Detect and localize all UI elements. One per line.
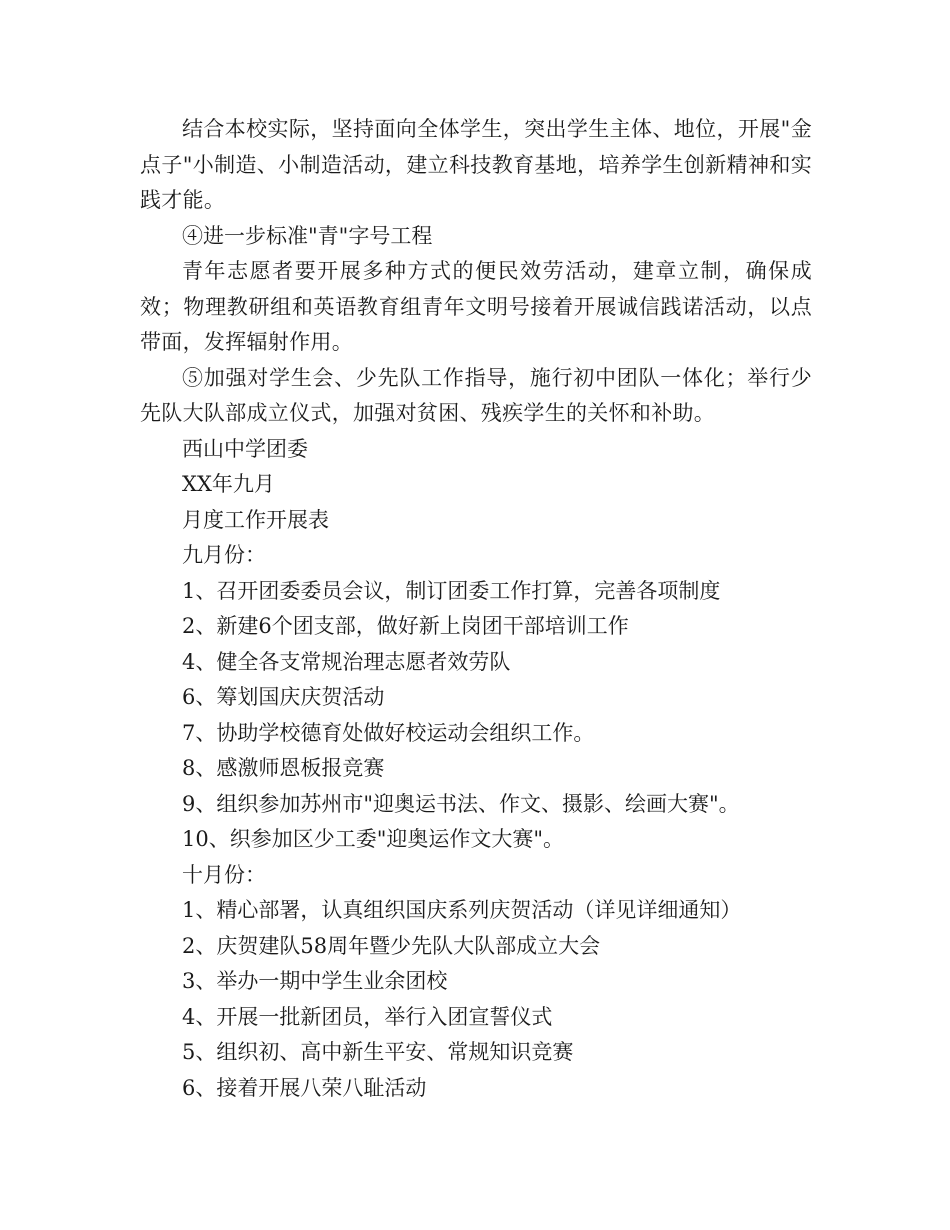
month-label-september: 九月份：: [182, 543, 266, 567]
paragraph-science-education: 结合本校实际，坚持面向全体学生，突出学生主体、地位，开展"金点子"小制造、小制造活动，建立科技教育基地，培养学生创新精神和实践才能。: [140, 117, 812, 212]
list-item: 8、感激师恩板报竞赛: [182, 756, 385, 780]
list-item: 7、协助学校德育处做好校运动会组织工作。: [182, 720, 595, 745]
month-label-october: 十月份：: [182, 862, 266, 887]
list-item: 2、庆贺建队58周年暨少先队大队部成立大会: [182, 933, 601, 958]
paragraph-student-union: ⑤加强对学生会、少先队工作指导，施行初中团队一体化；举行少先队大队部成立仪式，加强对贫困、残疾学生的关怀和补助。: [140, 365, 812, 425]
signature-organization: 西山中学团委: [182, 436, 308, 461]
list-item: 4、健全各支常规治理志愿者效劳队: [182, 649, 511, 674]
list-item: 3、举办一期中学生业余团校: [182, 969, 448, 993]
paragraph-volunteers: 青年志愿者要开展多种方式的便民效劳活动，建章立制，确保成效；物理教研组和英语教育组青年文明号接着开展诚信践诺活动，以点带面，发挥辐射作用。: [140, 259, 812, 354]
list-item: 5、组织初、高中新生平安、常规知识竞赛: [182, 1040, 574, 1064]
document-body: [140, 112, 812, 1106]
signature-date: XX年九月: [182, 472, 275, 496]
table-title: 月度工作开展表: [182, 507, 329, 532]
list-item: 2、新建6个团支部，做好新上岗团干部培训工作: [182, 614, 629, 638]
heading-qing-project: ④进一步标准"青"字号工程: [182, 223, 433, 248]
list-item: 6、筹划国庆庆贺活动: [182, 685, 385, 709]
list-item: 1、精心部署，认真组织国庆系列庆贺活动（详见详细通知）: [182, 898, 742, 922]
list-item: 10、织参加区少工委"迎奥运作文大赛"。: [182, 827, 565, 851]
list-item: 9、组织参加苏州市"迎奥运书法、作文、摄影、绘画大赛"。: [182, 791, 740, 816]
list-item: 1、召开团委委员会议，制订团委工作打算，完善各项制度: [182, 578, 721, 603]
list-item: 6、接着开展八荣八耻活动: [182, 1075, 427, 1100]
list-item: 4、开展一批新团员，举行入团宣誓仪式: [182, 1004, 553, 1029]
